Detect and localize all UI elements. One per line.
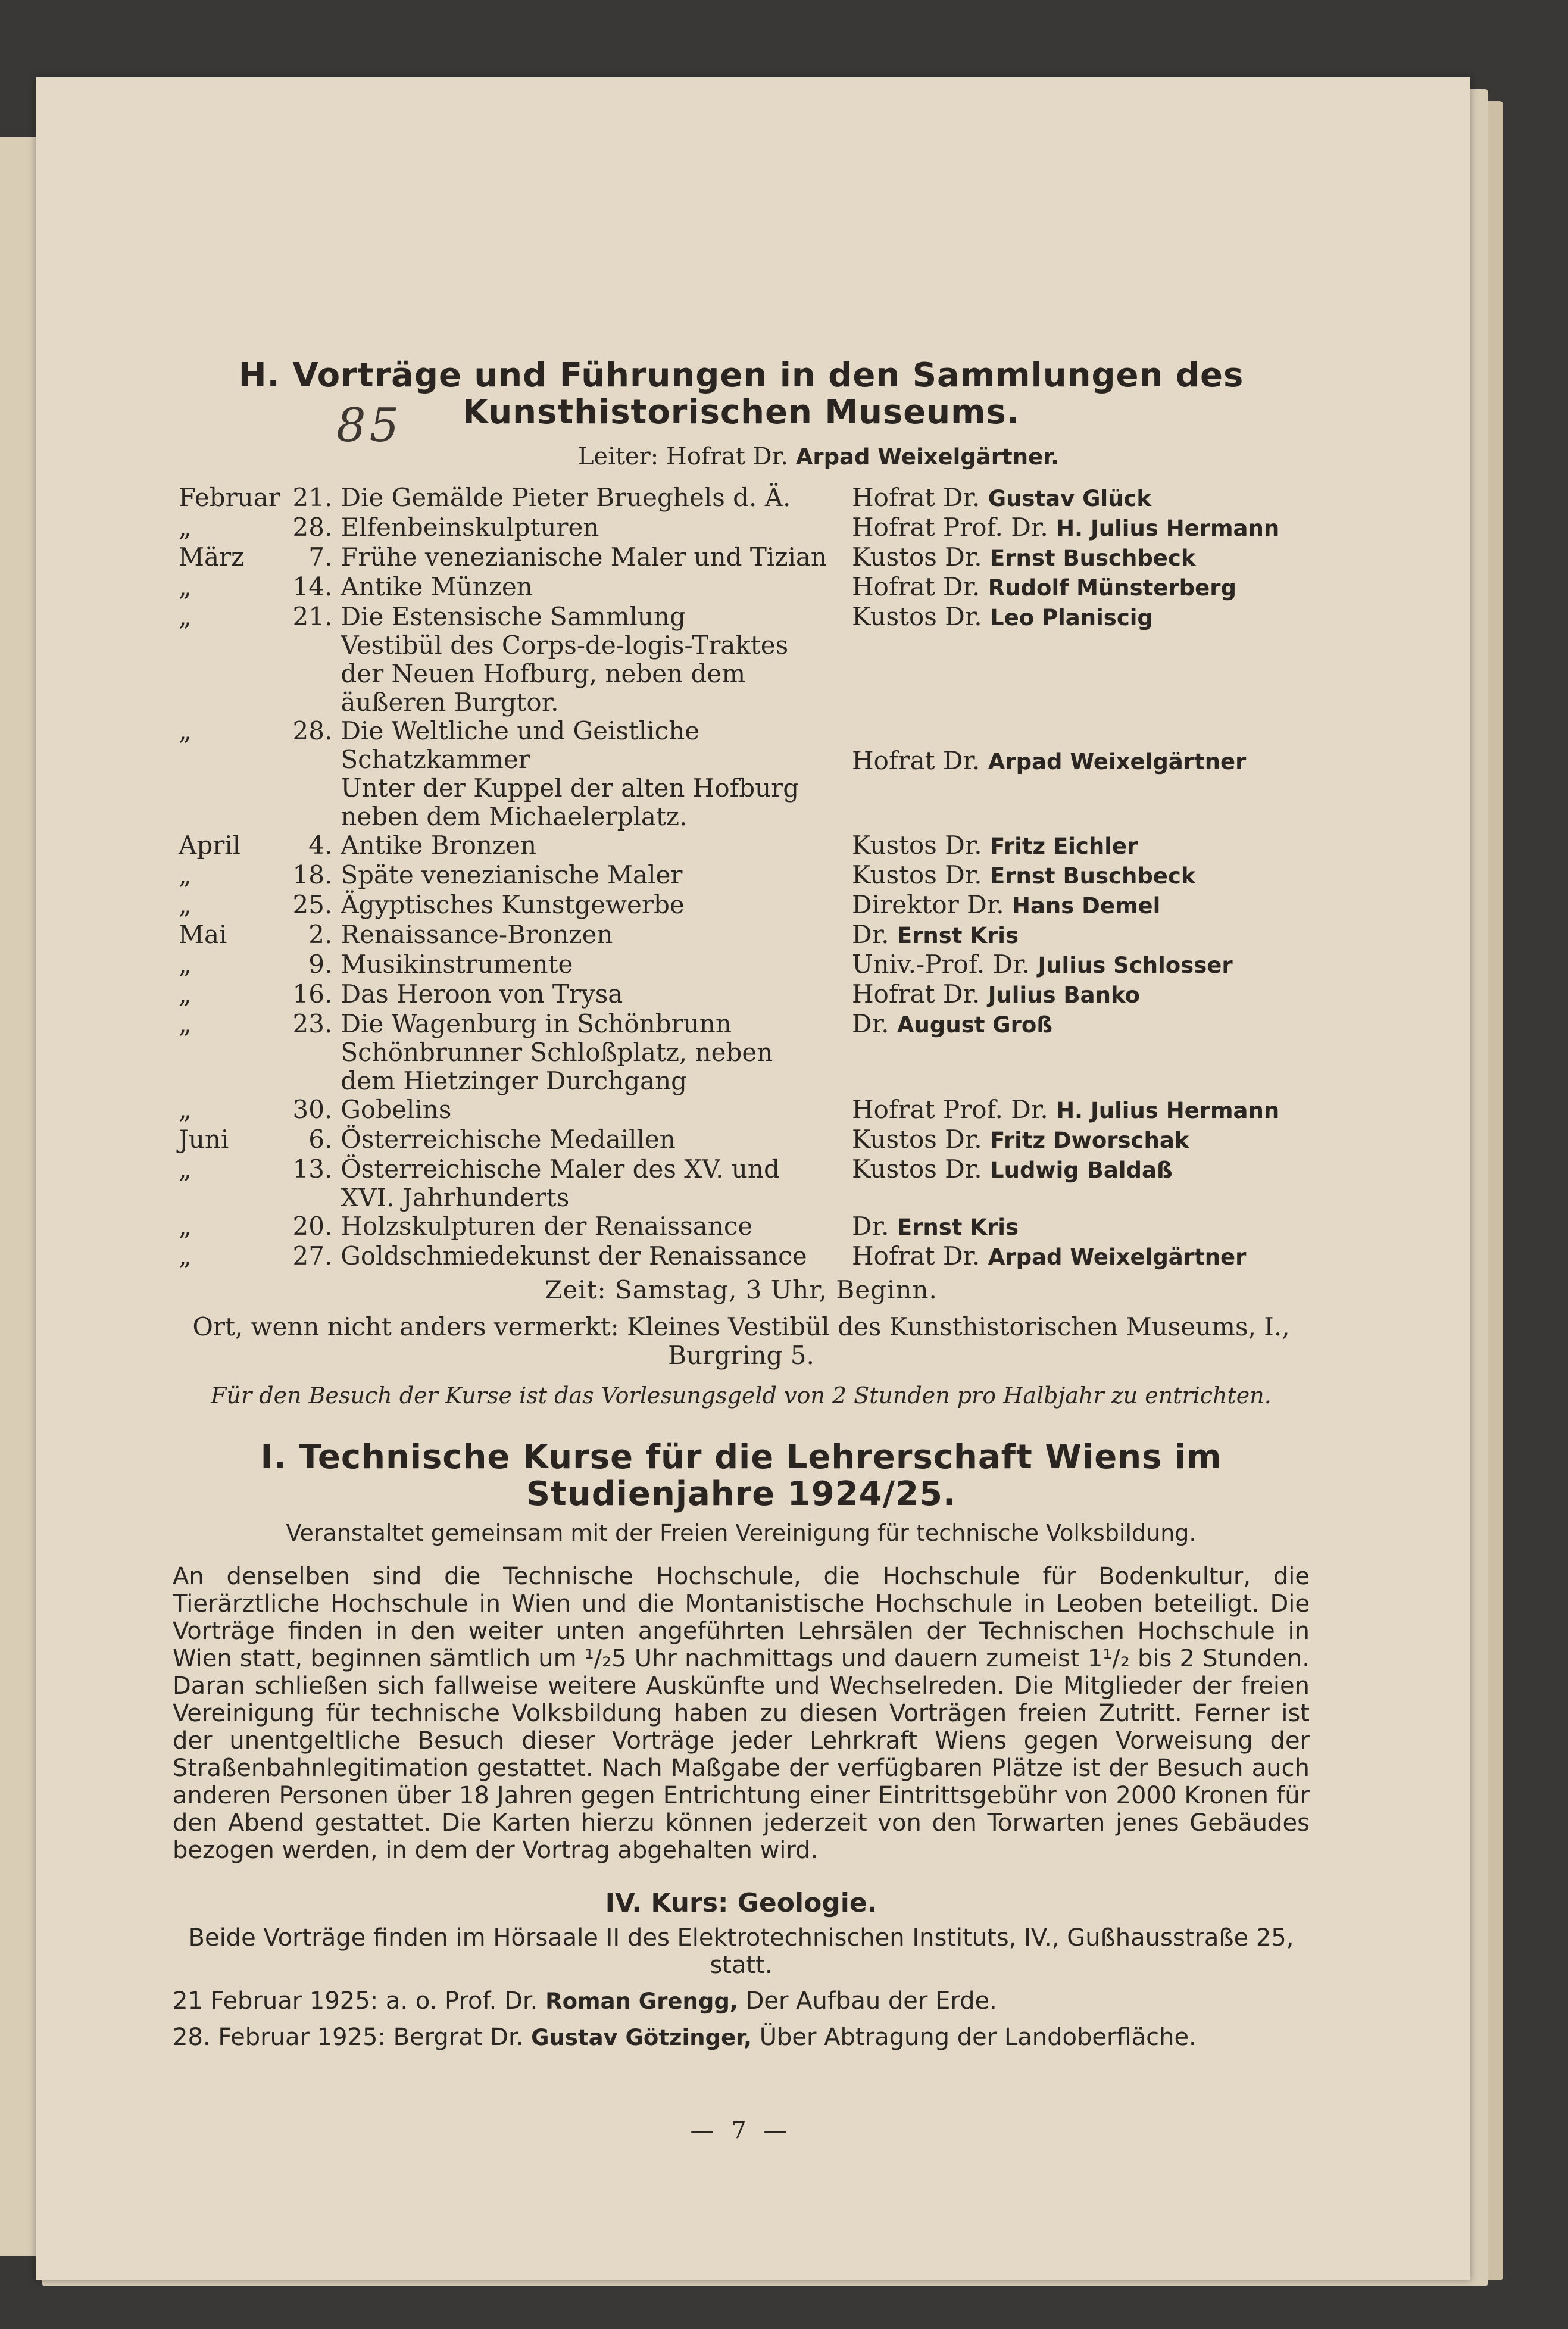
kurs-topic: Über Abtragung der Landoberfläche. [759,2024,1197,2051]
lecture-day: 28. [292,716,333,745]
lecture-speaker [835,573,1310,602]
lecture-month: Juni [179,1125,229,1154]
lecture-row [173,602,1310,717]
lecture-month: „ [179,602,192,631]
speaker-prefix: Hofrat Dr. [852,979,980,1009]
document-page [36,77,1470,2280]
speaker-prefix: Hofrat Dr. [852,483,980,512]
lecture-row [173,573,1310,602]
lecture-speaker [835,513,1310,543]
lecture-location: Vestibül des Corps-de-logis-Traktes der Neuen Hofburg, neben dem äußeren Burgtor. [341,630,789,717]
lecture-speaker [835,1242,1310,1272]
lecture-day: 21. [292,602,333,631]
lecture-title: Späte venezianische Maler [341,860,683,889]
lecture-speaker [835,861,1310,891]
lecture-row [173,980,1310,1010]
speaker-name: Ernst Kris [897,923,1019,948]
lecture-row [173,1242,1310,1272]
lecture-row [173,1010,1310,1095]
kurs-date: 21 Februar 1925: [173,1987,379,2015]
lecture-month: „ [179,716,192,745]
lecture-row [173,717,1310,831]
lecture-title: Antike Bronzen [341,831,537,860]
section-h-title: H. Vorträge und Führungen in den Sammlungen des Kunsthistorischen Museums. [238,356,1244,432]
ort-line: Ort, wenn nicht anders vermerkt: Kleines Vestibül des Kunsthistorischen Museums, I., Burgring 5. [192,1312,1290,1370]
lecture-row [173,950,1310,980]
lecture-row [173,1155,1310,1212]
lecture-row [173,1095,1310,1125]
lecture-location: Schönbrunner Schloßplatz, neben dem Hietzinger Durchgang [341,1038,773,1095]
lecture-day: 4. [308,831,333,860]
lecture-month: „ [179,1212,192,1241]
lecture-month: „ [179,1009,192,1038]
lecture-month: Februar [179,483,280,512]
lecture-title: Gobelins [341,1095,452,1124]
speaker-name: Ludwig Baldaß [990,1157,1173,1183]
lecture-row [173,543,1310,573]
lecture-day: 18. [292,860,333,889]
lecture-month: „ [179,572,192,601]
lecture-title: Die Estensische Sammlung [341,602,686,631]
lecture-title: Frühe venezianische Maler und Tizian [341,542,827,572]
lecture-table [173,483,1310,1272]
lecture-month: „ [179,1095,192,1124]
lecture-month: März [179,542,245,572]
info-paragraph: An denselben sind die Technische Hochschule, die Hochschule für Bodenkultur, die Tierärztliche Hochschule in Wien und die Montanistische Hochschule in Leoben beteiligt. Die Vorträge finden in den weiter unten angeführten Lehrsälen der Technischen Hochschule in Wien statt, beginnen sämtlich um ¹/₂5 Uhr nachmittags und dauern zumeist 1¹/₂ bis 2 Stunden. Daran schließen sich fallweise weitere Auskünfte und Wechselreden. Die Mitglieder der freien Vereinigung für technische Volksbildung haben zu diesen Vorträgen freien Zutritt. Ferner ist der unentgeltliche Besuch dieser Vorträge jeder Lehrkraft Wiens gegen Vorweisung der Straßenbahnlegitimation gestattet. Nach Maßgabe der verfügbaren Plätze ist der Besuch auch anderen Personen über 18 Jahren gegen Entrichtung einer Eintrittsgebühr von 2000 Kronen für den Abend gestattet. Die Karten hierzu können jederzeit von den Torwarten jenes Gebäudes bezogen werden, in dem der Vortrag abgehalten wird. [173,1563,1310,1864]
lecture-title: Die Gemälde Pieter Brueghels d. Ä. [341,483,791,512]
speaker-name: Ernst Kris [897,1215,1019,1240]
kurs-date: 28. Februar 1925: [173,2024,386,2051]
speaker-name: Fritz Dworschak [990,1128,1189,1153]
lecture-speaker [835,1212,1310,1242]
handwritten-number: 85 [336,399,403,452]
kurs-intro: Beide Vorträge finden im Hörsaale II des Elektrotechnischen Instituts, IV., Gußhausstraße 25, statt. [188,1924,1294,1979]
lecture-speaker [835,950,1310,980]
lecture-day: 9. [308,950,333,979]
lecture-title: Holzskulpturen der Renaissance [341,1212,753,1241]
lecture-row [173,483,1310,513]
lecture-day: 25. [292,890,333,919]
kurs-lecture [173,2024,1310,2052]
lecture-row [173,1125,1310,1155]
leiter-line [327,443,1310,470]
kurs-lecture [173,1987,1310,2015]
lecture-day: 23. [292,1009,333,1038]
lecture-row [173,831,1310,861]
speaker-prefix: Hofrat Dr. [852,746,980,775]
lecture-month: „ [179,950,192,979]
leiter-name: Arpad Weixelgärtner. [795,444,1060,470]
speaker-prefix: Kustos Dr. [852,1125,982,1154]
lecture-title: Die Wagenburg in Schönbrunn [341,1009,732,1038]
lecture-month: „ [179,513,192,542]
lecture-title: Das Heroon von Trysa [341,979,623,1009]
speaker-prefix: Kustos Dr. [852,542,982,572]
lecture-row [173,861,1310,891]
speaker-prefix: Hofrat Prof. Dr. [852,513,1048,542]
lecture-day: 16. [292,979,333,1009]
lecture-title-cell [341,891,835,920]
lecture-speaker [835,920,1310,950]
speaker-prefix: Dr. [852,1212,889,1241]
speaker-prefix: Direktor Dr. [852,890,1004,919]
speaker-name: Gustav Glück [988,486,1152,511]
lecture-month: April [179,831,241,860]
section-i-title: I. Technische Kurse für die Lehrerschaft Wiens im Studienjahre 1924/25. [260,1438,1222,1513]
speaker-prefix: Hofrat Prof. Dr. [852,1095,1048,1124]
lecture-day: 14. [292,572,333,601]
speaker-name: Julius Banko [988,982,1140,1008]
lecture-day: 2. [308,920,333,949]
lecture-title: Österreichische Medaillen [341,1125,676,1154]
leiter-label: Leiter: Hofrat Dr. [577,443,788,470]
speaker-prefix: Kustos Dr. [852,831,982,860]
lecture-title-cell [341,1125,835,1155]
lecture-day: 6. [308,1125,333,1154]
speaker-name: Hans Demel [1011,893,1161,919]
lecture-speaker [835,483,1310,513]
lecture-day: 27. [292,1241,333,1270]
lecture-title-cell [341,573,835,602]
speaker-name: Arpad Weixelgärtner [988,1244,1247,1270]
speaker-prefix: Kustos Dr. [852,1154,982,1184]
lecture-speaker [835,1010,1310,1095]
kurs-topic: Der Aufbau der Erde. [745,1987,997,2015]
lecture-title-cell [341,1242,835,1272]
lecture-row [173,513,1310,543]
fee-note: Für den Besuch der Kurse ist das Vorlesungsgeld von 2 Stunden pro Halbjahr zu entrichten. [211,1382,1272,1409]
speaker-name: Ernst Buschbeck [990,863,1196,889]
lecture-title: Musikinstrumente [341,950,573,979]
speaker-prefix: Univ.-Prof. Dr. [852,950,1030,979]
lecture-title: Antike Münzen [341,572,533,601]
speaker-name: Fritz Eichler [990,833,1138,859]
lecture-location: Unter der Kuppel der alten Hofburg neben dem Michaelerplatz. [341,773,799,831]
lecture-month: „ [179,1154,192,1184]
lecture-speaker [835,717,1310,831]
lecture-speaker [835,980,1310,1010]
lecture-title-cell [341,920,835,950]
kurs-speaker-name: Roman Grengg, [545,1988,738,2014]
lecture-month: „ [179,1241,192,1270]
kurs-speaker-prefix: Bergrat Dr. [393,2024,524,2051]
lecture-speaker [835,1155,1310,1212]
lecture-title-cell [341,717,835,831]
lecture-title-cell [341,483,835,513]
lecture-title-cell [341,861,835,891]
lecture-title: Die Weltliche und Geistliche Schatzkammer [341,716,700,774]
lecture-row [173,920,1310,950]
speaker-name: Ernst Buschbeck [990,545,1196,571]
speaker-prefix: Hofrat Dr. [852,1241,980,1270]
speaker-prefix: Kustos Dr. [852,602,982,631]
speaker-name: Arpad Weixelgärtner [988,749,1247,775]
veranstaltet-line: Veranstaltet gemeinsam mit der Freien Vereinigung für technische Volksbildung. [286,1520,1197,1546]
kurs-title: IV. Kurs: Geologie. [605,1888,877,1918]
page-content [173,280,1310,2144]
lecture-title: Österreichische Maler des XV. und XVI. Jahrhunderts [341,1154,780,1212]
lecture-month: „ [179,860,192,889]
lecture-speaker [835,1095,1310,1125]
lecture-title-cell [341,1095,835,1125]
lecture-speaker [835,831,1310,861]
kurs-speaker-prefix: a. o. Prof. Dr. [385,1987,538,2015]
lecture-day: 21. [292,483,333,512]
lecture-title-cell [341,980,835,1010]
speaker-name: Rudolf Münsterberg [988,575,1236,601]
speaker-name: H. Julius Hermann [1056,516,1280,541]
speaker-prefix: Dr. [852,920,889,949]
lecture-day: 30. [292,1095,333,1124]
lecture-month: „ [179,890,192,919]
kurs-lecture-list [173,1987,1310,2052]
lecture-title-cell [341,950,835,980]
lecture-day: 28. [292,513,333,542]
lecture-title-cell [341,543,835,573]
speaker-name: Leo Planiscig [990,605,1153,630]
lecture-title: Goldschmiedekunst der Renaissance [341,1241,807,1270]
lecture-title: Ägyptisches Kunstgewerbe [341,890,685,919]
lecture-day: 13. [292,1154,333,1184]
kurs-speaker-name: Gustav Götzinger, [531,2025,752,2050]
lecture-title-cell [341,1010,835,1095]
page-number: — 7 — [690,2117,792,2144]
speaker-prefix: Kustos Dr. [852,860,982,889]
lecture-title-cell [341,1212,835,1242]
speaker-prefix: Hofrat Dr. [852,572,980,601]
speaker-prefix: Dr. [852,1009,889,1038]
lecture-speaker [835,1125,1310,1155]
speaker-name: August Groß [897,1012,1052,1038]
lecture-title-cell [341,1155,835,1212]
lecture-day: 7. [308,542,333,572]
speaker-name: H. Julius Hermann [1056,1098,1280,1123]
lecture-row [173,891,1310,920]
lecture-title-cell [341,602,835,717]
lecture-speaker [835,543,1310,573]
lecture-title: Renaissance-Bronzen [341,920,613,949]
speaker-name: Julius Schlosser [1038,953,1233,978]
lecture-title: Elfenbeinskulpturen [341,513,599,542]
lecture-title-cell [341,513,835,543]
lecture-day: 20. [292,1212,333,1241]
lecture-speaker [835,891,1310,920]
zeit-line: Zeit: Samstag, 3 Uhr, Beginn. [545,1275,938,1304]
lecture-month: „ [179,979,192,1009]
lecture-speaker [835,602,1310,717]
lecture-row [173,1212,1310,1242]
lecture-month: Mai [179,920,227,949]
lecture-title-cell [341,831,835,861]
